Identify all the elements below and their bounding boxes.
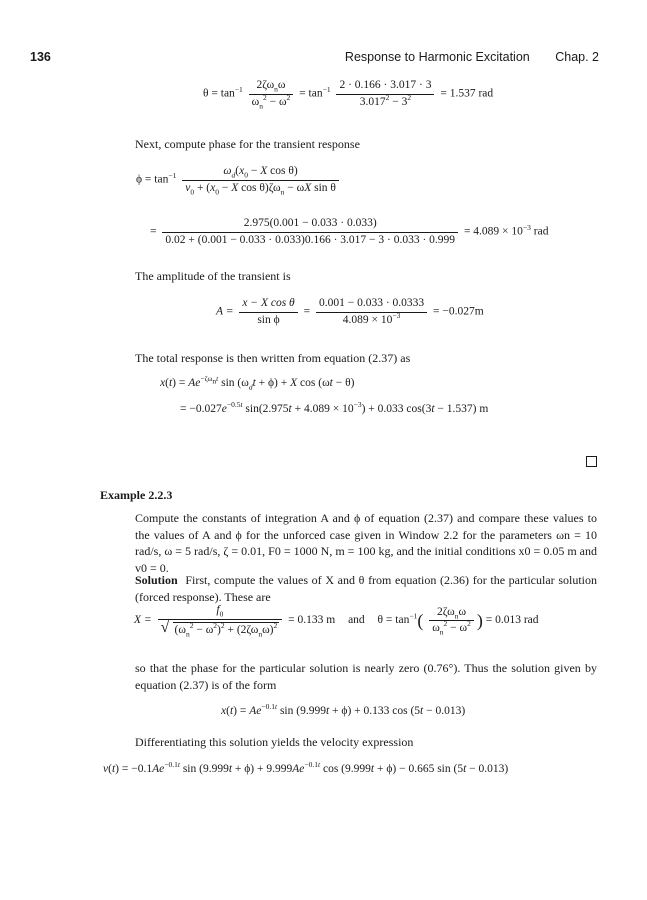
end-of-proof-box [586, 456, 597, 467]
equation-phi-symbolic: $\phi = \tan^{-1}$ $\frac{\omega_d(x_0 - X \cos \theta)}{v_0 + (x_0 - X \cos \theta)\zeta\omega_n - \omega X \sin \theta}$ [136, 166, 342, 194]
equation-velocity: $v(t) = -0.1Ae^{-0.1t}$ $\sin (9.999t + \phi) + 9.999Ae^{-0.1t}$ cos (9.999t + ϕ) − 0.665 sin (5t − 0.013) [103, 760, 509, 775]
equation-solution-form: $x(t) = Ae^{-0.1t}$ sin (9.999t + ϕ) + 0.133 cos (5t − 0.013) [221, 702, 466, 717]
paragraph-phase-nearly-zero: so that the phase for the particular solution is nearly zero (0.76°). Thus the solution given by equation (2.37) is of the form [135, 661, 597, 692]
theta-fraction-symbolic: $\frac{2\zeta\omega_n\omega}{\omega_n^2 - \omega^2}$ [249, 80, 294, 108]
equation-amplitude-X: X = $f_0$ √ $(\omega_n^2 - \omega^2)^2 + (2\zeta\omega_n\omega)^2$ = 0.133 m and $\theta = \tan^{-1}$( $\frac{2\zeta\omega_n\omega}{\omega_n^2 - \omega^2}$ ) = 0.013 rad [134, 605, 539, 636]
running-title [345, 50, 599, 64]
paragraph-differentiating: Differentiating this solution yields the velocity expression [135, 735, 414, 749]
example-title: Example 2.2.3 [100, 488, 173, 502]
theta-fraction-numeric: $\frac{2 \cdot 0.166 \cdot 3.017 \cdot 3}{3.017^2 - 3^2}$ [336, 80, 434, 108]
equation-total-line2: = $-0.027e^{-0.5t}$ $\sin(2.975t + 4.089 \times 10^{-3}) + 0.033$ cos(3t − 1.537) m [180, 400, 489, 415]
equation-amplitude: A = $\frac{\text{x − X cos θ}}{\text{sin ϕ}}$ = $\frac{0.001 - 0.033 \cdot 0.0333}{4.089 \times 10^{-3}}$ = −0.027m [216, 297, 484, 326]
paragraph-amplitude: The amplitude of the transient is [135, 269, 291, 283]
equation-theta: $\theta = \tan^{-1}$ $\frac{2\zeta\omega_n\omega}{\omega_n^2 - \omega^2}$ = $\tan^{-1}$ $\frac{2 \cdot 0.166 \cdot 3.017 \cdot 3}{3.017^2 - 3^2}$ = 1.537 rad [203, 79, 494, 110]
chapter-label: Chap. 2 [555, 50, 599, 64]
paragraph-total-response: The total response is then written from equation (2.37) as [135, 351, 411, 365]
page-number: 136 [30, 50, 51, 64]
example-problem-text: Compute the constants of integration A and ϕ of equation (2.37) and compare these values to the values of A and ϕ for the unforced case given in Window 2.2 for the parameters ωn = 10 rad/s, ω = 5 rad/s, ζ = 0.01, F0 = 1000 N, m = 100 kg, and the initial conditions x0 = 0.05 m and v0 = 0. [135, 511, 597, 575]
running-header [30, 50, 599, 66]
paragraph-phase-intro: Next, compute phase for the transient response [135, 137, 360, 151]
section-title: Response to Harmonic Excitation [344, 50, 530, 64]
solution-paragraph: Solution First, compute the values of X and θ from equation (2.36) for the particular solution (forced response). These are [135, 573, 597, 604]
equation-phi-numeric: = 2.975(0.001 − 0.033 · 0.033) 0.02 + (0.001 − 0.033 · 0.033)0.166 · 3.017 − 3 · 0.033 · 0.999 = $4.089 \times 10^{-3}$ rad [150, 217, 549, 246]
solution-label: Solution [135, 573, 178, 587]
equation-total-line1: $x(t) = Ae^{-\zeta\omega_nt}$ $\sin (\omega_dt + \phi) + X$ cos (ωt − θ) [160, 374, 355, 392]
